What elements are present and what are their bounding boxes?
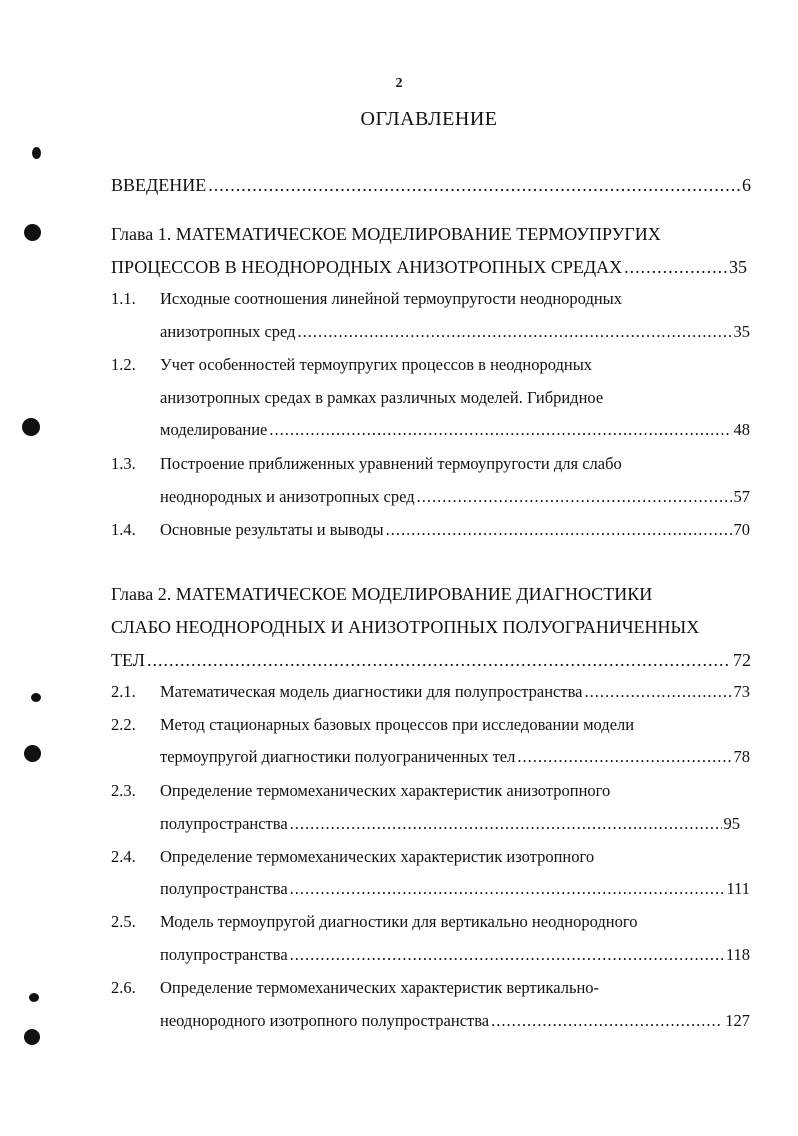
section-number: 1.2. <box>111 355 136 374</box>
toc-entry-label: моделирование <box>160 420 268 439</box>
section-1-2-text[interactable]: анизотропных средах в рамках различных моделей. Гибридное <box>160 388 604 407</box>
toc-entry-label: неоднородного изотропного полупространства <box>160 1011 490 1030</box>
section-1-3-text[interactable]: Построение приближенных уравнений термоупругости для слабо <box>160 454 622 473</box>
chapter1-heading-end[interactable] <box>111 255 747 279</box>
dot-leader <box>290 812 722 836</box>
dot-leader <box>417 485 732 509</box>
section-number: 2.2. <box>111 715 136 734</box>
section-1-3-end[interactable] <box>160 485 750 509</box>
section-number: 1.3. <box>111 454 136 473</box>
section-2-5-text[interactable]: Модель термоупругой диагностики для вертикально неоднородного <box>160 912 638 931</box>
section-1-1-end[interactable] <box>160 320 750 344</box>
section-2-5-end[interactable] <box>160 943 750 967</box>
dot-leader <box>147 648 731 672</box>
section-2-3-text[interactable]: Определение термомеханических характеристик анизотропного <box>160 781 611 800</box>
section-2-3-end[interactable] <box>160 812 740 836</box>
section-number: 1.1. <box>111 289 136 308</box>
toc-entry-page: 118 <box>725 945 750 964</box>
section-1-2-end[interactable] <box>160 418 750 442</box>
dot-leader <box>386 518 732 542</box>
toc-entry-page: 127 <box>725 1011 750 1030</box>
toc-entry-label: неоднородных и анизотропных сред <box>160 487 415 506</box>
section-number: 1.4. <box>111 520 136 539</box>
toc-entry-label: Основные результаты и выводы <box>160 520 384 539</box>
toc-entry-page: 6 <box>742 175 751 195</box>
binder-hole-mark <box>24 1029 40 1045</box>
chapter2-heading[interactable]: СЛАБО НЕОДНОРОДНЫХ И АНИЗОТРОПНЫХ ПОЛУОГРАНИЧЕННЫХ <box>111 617 700 637</box>
dot-leader <box>290 877 725 901</box>
section-2-6-end[interactable] <box>160 1009 750 1033</box>
dot-leader <box>269 418 731 442</box>
binder-hole-mark <box>24 745 41 762</box>
section-number: 2.4. <box>111 847 136 866</box>
toc-entry-page: 70 <box>733 520 750 539</box>
dot-leader <box>298 320 732 344</box>
toc-entry-label: ПРОЦЕССОВ В НЕОДНОРОДНЫХ АНИЗОТРОПНЫХ СРЕДАХ <box>111 257 623 277</box>
dot-leader <box>491 1009 723 1033</box>
dot-leader <box>517 745 731 769</box>
toc-entry-page: 57 <box>733 487 750 506</box>
binder-hole-mark <box>29 993 39 1002</box>
section-number: 2.3. <box>111 781 136 800</box>
section-number: 2.6. <box>111 978 136 997</box>
section-2-4-end[interactable] <box>160 877 750 901</box>
chapter2-heading[interactable]: Глава 2. МАТЕМАТИЧЕСКОЕ МОДЕЛИРОВАНИЕ ДИАГНОСТИКИ <box>111 584 653 604</box>
toc-entry-page: 48 <box>733 420 750 439</box>
dot-leader <box>585 680 732 704</box>
dot-leader <box>290 943 724 967</box>
toc-entry-label: полупространства <box>160 945 288 964</box>
toc-entry-label: Математическая модель диагностики для полупространства <box>160 682 583 701</box>
dot-leader <box>624 255 727 279</box>
section-2-2-text[interactable]: Метод стационарных базовых процессов при исследовании модели <box>160 715 635 734</box>
binder-hole-mark <box>24 224 41 241</box>
binder-hole-mark <box>22 418 40 436</box>
toc-entry-intro[interactable] <box>111 173 751 197</box>
toc-entry-label: ВВЕДЕНИЕ <box>111 175 207 195</box>
toc-entry-page: 111 <box>726 879 750 898</box>
toc-entry-label: анизотропных сред <box>160 322 296 341</box>
binder-hole-mark <box>32 147 41 159</box>
dot-leader <box>208 173 740 197</box>
section-2-4-text[interactable]: Определение термомеханических характеристик изотропного <box>160 847 595 866</box>
section-2-1-end[interactable] <box>160 680 750 704</box>
toc-entry-page: 78 <box>733 747 750 766</box>
section-number: 2.1. <box>111 682 136 701</box>
chapter2-heading-end[interactable] <box>111 648 751 672</box>
toc-entry-page: 72 <box>733 650 751 670</box>
toc-entry-page: 95 <box>723 814 740 833</box>
toc-entry-label: полупространства <box>160 814 288 833</box>
binder-hole-mark <box>31 693 41 702</box>
toc-entry-page: 35 <box>733 322 750 341</box>
page-title: ОГЛАВЛЕНИЕ <box>360 108 498 130</box>
toc-entry-label: ТЕЛ <box>111 650 145 670</box>
page-number: 2 <box>395 76 403 91</box>
section-number: 2.5. <box>111 912 136 931</box>
section-2-6-text[interactable]: Определение термомеханических характеристик вертикально- <box>160 978 600 997</box>
section-1-4-end[interactable] <box>160 518 750 542</box>
toc-entry-page: 35 <box>729 257 747 277</box>
toc-entry-page: 73 <box>733 682 750 701</box>
section-1-1-text[interactable]: Исходные соотношения линейной термоупругости неоднородных <box>160 289 623 308</box>
section-1-2-text[interactable]: Учет особенностей термоупругих процессов в неоднородных <box>160 355 593 374</box>
section-2-2-end[interactable] <box>160 745 750 769</box>
toc-entry-label: термоупругой диагностики полуограниченных тел <box>160 747 516 766</box>
toc-entry-label: полупространства <box>160 879 288 898</box>
chapter1-heading[interactable]: Глава 1. МАТЕМАТИЧЕСКОЕ МОДЕЛИРОВАНИЕ ТЕРМОУПРУГИХ <box>111 224 661 244</box>
